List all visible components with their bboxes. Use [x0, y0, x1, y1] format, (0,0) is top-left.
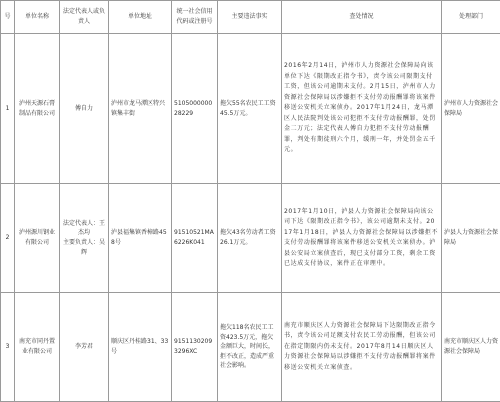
header-legal-rep: 法定代表人或负责人 [60, 1, 109, 34]
case-main-cell: 拖欠43名劳动者工资26.1万元。 [218, 184, 282, 293]
address-cell: 泸州市龙马潭区特兴镇集丰街 [109, 34, 172, 184]
header-row [1, 1, 500, 34]
legal-rep-cell [60, 184, 109, 293]
header-agency: 处理部门 [442, 1, 500, 34]
address-cell: 顺庆区丹桂路31、33号 [109, 293, 172, 402]
legal-rep-line: 法定代表人：王杰均 [62, 219, 106, 238]
unit-name-cell: 泸州源川钢业有限公司 [15, 184, 60, 293]
handling-cell: 2017年1月10日，泸县人力资源社会保障局向该公司下达《限期改正指令书》，该公司逾期未支付。2017年1月18日，泸县人力资源社会保障局以涉嫌拒不支付劳动报酬罪将该案件移送公安机关立案侦办。泸县公安局立案侦查后，现已支付部分工资，剩余工资已达成支付协议，案件正在审理中。 [282, 184, 442, 293]
header-handling: 查处情况 [282, 1, 442, 34]
unit-name-cell: 南充市同丹置业有限公司 [15, 293, 60, 402]
credit-code-cell: 91511302093296XC [172, 293, 218, 402]
table-row [1, 34, 500, 184]
header-unit-name: 单位名称 [15, 1, 60, 34]
credit-code-cell: 91510521MA6226K041 [172, 184, 218, 293]
unit-name-cell: 泸州天源石膏制品有限公司 [15, 34, 60, 184]
handling-cell: 南充市顺庆区人力资源社会保障局下达限期改正指令书，责令该公司足额支付农民工劳动报酬，但该公司在指定期限内仍未支付。2017年8月14日顺庆区人力资源社会保障局以涉嫌拒不支付劳动报酬罪将案件移送公安机关立案侦查。 [282, 293, 442, 402]
row-num: 1 [1, 34, 15, 184]
legal-rep-cell: 李芳君 [60, 293, 109, 402]
agency-cell: 南充市顺庆区人力资源社会保障局 [442, 293, 500, 402]
header-address: 单位地址 [109, 1, 172, 34]
table-row [1, 293, 500, 402]
credit-code-cell: 510500000028229 [172, 34, 218, 184]
agency-cell: 泸州市人力资源社会保障局 [442, 34, 500, 184]
agency-cell: 泸县人力资源社会保障局 [442, 184, 500, 293]
table-row [1, 184, 500, 293]
header-credit-code: 统一社会信用代码或注册号 [172, 1, 218, 34]
header-num: 号 [1, 1, 15, 34]
row-num: 2 [1, 184, 15, 293]
case-main-cell: 拖欠118名农民工工资423.5万元，拖欠金额巨大，时间长，拒不改正，造成严重社会影响。 [218, 293, 282, 402]
legal-rep-cell: 傅自力 [60, 34, 109, 184]
case-main-cell: 拖欠55名农民工工资45.5万元。 [218, 34, 282, 184]
header-case-main: 主要违法事实 [218, 1, 282, 34]
legal-rep-line: 主要负责人：吴辉 [62, 238, 106, 257]
row-num: 3 [1, 293, 15, 402]
address-cell: 泸县福集镇香樟路458号 [109, 184, 172, 293]
handling-cell: 2016年2月14日，泸州市人力资源社会保障局向该单位下达《限期改正指令书》，责令该公司限期支付工资，但该公司逾期未支付。2月15日，泸州市人力资源社会保障局以涉嫌拒不支付劳动报酬罪将该案件移送公安机关立案侦办。2017年1月24日，龙马潭区人民法院判处该公司犯拒不支付劳动报酬罪，处罚金二万元；法定代表人傅自力犯拒不支付劳动报酬罪，判处有期徒刑六个月，缓刑一年，并处罚金五千元。 [282, 34, 442, 184]
